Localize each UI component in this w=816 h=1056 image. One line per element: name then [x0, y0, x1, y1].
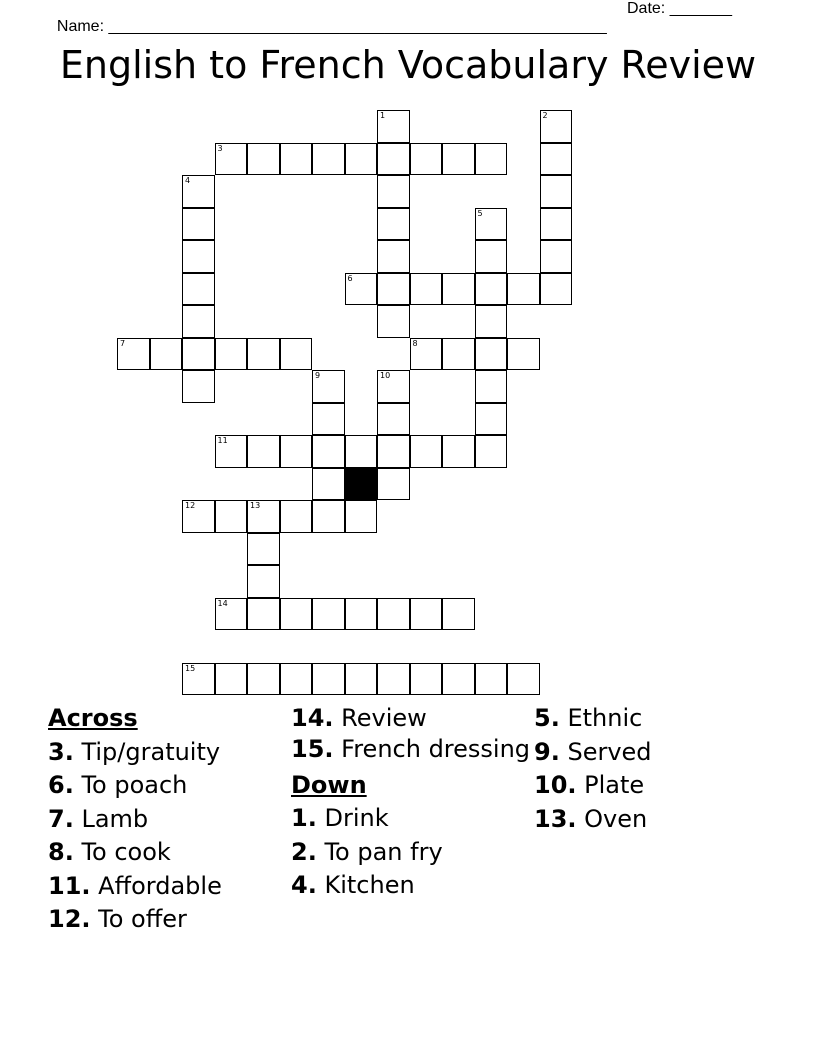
crossword-cell[interactable]	[442, 663, 475, 696]
clue-text: To poach	[81, 771, 188, 799]
clue-down-2	[291, 836, 531, 870]
crossword-cell[interactable]	[312, 403, 345, 436]
clue-number-label: 3	[217, 143, 223, 153]
crossword-cell[interactable]	[507, 273, 540, 306]
crossword-cell[interactable]	[182, 663, 215, 696]
crossword-cell[interactable]	[215, 500, 248, 533]
crossword-cell[interactable]	[312, 370, 345, 403]
clue-text: Drink	[324, 804, 389, 832]
clue-text: French dressing	[341, 734, 531, 763]
clue-text: Review	[341, 704, 427, 732]
clue-across-8	[48, 836, 288, 870]
crossword-cell[interactable]	[475, 305, 508, 338]
clue-number: 14.	[291, 704, 334, 732]
clue-number: 13.	[534, 804, 577, 833]
clue-number: 15.	[291, 734, 334, 763]
clue-number-label: 1	[380, 111, 386, 120]
crossword-cell[interactable]	[475, 663, 508, 696]
crossword-cell[interactable]	[312, 663, 345, 696]
clue-text: Ethnic	[567, 704, 643, 732]
clue-across-6	[48, 769, 288, 803]
clue-number-label: 5	[477, 208, 483, 218]
crossword-cell[interactable]	[377, 468, 410, 501]
clue-text: Served	[567, 737, 652, 766]
clue-across-11	[48, 870, 288, 904]
crossword-cell[interactable]	[475, 240, 508, 273]
across-heading: Across	[48, 704, 138, 732]
crossword-cell[interactable]	[182, 305, 215, 338]
crossword-cell[interactable]	[345, 598, 378, 631]
clues-column-1	[48, 702, 288, 937]
crossword-cell[interactable]	[182, 273, 215, 306]
clue-number: 12.	[48, 905, 91, 933]
clue-text: Tip/gratuity	[81, 737, 221, 766]
clue-text: Oven	[584, 804, 648, 833]
crossword-cell[interactable]	[475, 403, 508, 436]
clue-across-3	[48, 736, 288, 770]
crossword-cell[interactable]	[280, 143, 313, 176]
crossword-cell[interactable]	[280, 500, 313, 533]
crossword-cell[interactable]	[345, 143, 378, 176]
crossword-cell[interactable]	[475, 338, 508, 371]
crossword-cell[interactable]	[247, 435, 280, 468]
clue-number: 2.	[291, 837, 317, 866]
crossword-cell[interactable]	[345, 435, 378, 468]
crossword-cell[interactable]	[312, 500, 345, 533]
clue-number-label: 14	[217, 598, 228, 608]
crossword-cell[interactable]	[540, 110, 573, 143]
crossword-cell[interactable]	[475, 370, 508, 403]
crossword-cell[interactable]	[410, 143, 443, 176]
clues-column-3	[534, 702, 774, 836]
clue-number: 1.	[291, 804, 317, 832]
crossword-cell[interactable]	[377, 370, 410, 403]
crossword-cell[interactable]	[247, 533, 280, 566]
crossword-cell[interactable]	[280, 663, 313, 696]
crossword-cell[interactable]	[215, 663, 248, 696]
crossword-cell[interactable]	[182, 338, 215, 371]
clue-number: 8.	[48, 838, 74, 866]
crossword-cell[interactable]	[540, 273, 573, 306]
crossword-cell[interactable]	[377, 240, 410, 273]
crossword-cell[interactable]	[377, 663, 410, 696]
crossword-cell[interactable]	[182, 240, 215, 273]
clue-text: Plate	[584, 771, 645, 799]
clue-text: Lamb	[81, 804, 149, 833]
clue-number: 10.	[534, 771, 577, 799]
down-heading: Down	[291, 770, 367, 799]
crossword-cell[interactable]	[280, 435, 313, 468]
clue-down-10	[534, 769, 774, 803]
crossword-block	[345, 468, 378, 501]
crossword-cell[interactable]	[280, 598, 313, 631]
clue-number: 3.	[48, 737, 74, 766]
crossword-cell[interactable]	[540, 240, 573, 273]
crossword-cell[interactable]	[247, 598, 280, 631]
clue-text: To pan fry	[324, 837, 443, 866]
clue-number: 5.	[534, 704, 560, 732]
crossword-cell[interactable]	[117, 338, 150, 371]
crossword-cell[interactable]	[377, 273, 410, 306]
clue-text: Affordable	[98, 871, 222, 900]
crossword-cell[interactable]	[540, 143, 573, 176]
crossword-cell[interactable]	[410, 435, 443, 468]
crossword-cell[interactable]	[410, 663, 443, 696]
crossword-cell[interactable]	[182, 370, 215, 403]
clue-text: To cook	[81, 838, 171, 866]
crossword-cell[interactable]	[475, 273, 508, 306]
crossword-cell[interactable]	[540, 208, 573, 241]
crossword-cell[interactable]	[377, 143, 410, 176]
crossword-cell[interactable]	[442, 435, 475, 468]
clue-number-label: 6	[347, 273, 353, 283]
clue-across-15	[291, 736, 531, 763]
clue-number-label: 4	[185, 176, 191, 185]
crossword-cell[interactable]	[345, 663, 378, 696]
crossword-cell[interactable]	[247, 143, 280, 176]
crossword-cell[interactable]	[150, 338, 183, 371]
clue-number-label: 15	[185, 663, 196, 673]
clue-down-9	[534, 736, 774, 770]
crossword-cell[interactable]	[247, 663, 280, 696]
crossword-cell[interactable]	[410, 338, 443, 371]
crossword-cell[interactable]	[215, 435, 248, 468]
crossword-cell[interactable]	[247, 565, 280, 598]
clue-number-label: 10	[380, 371, 391, 380]
crossword-cell[interactable]	[215, 598, 248, 631]
name-field[interactable]: Name: ________________________________________________________	[56, 18, 607, 35]
clue-number: 4.	[291, 871, 317, 899]
crossword-cell[interactable]	[475, 435, 508, 468]
crossword-cell[interactable]	[345, 273, 378, 306]
clue-number-label: 11	[217, 436, 228, 445]
crossword-cell[interactable]	[182, 208, 215, 241]
crossword-cell[interactable]	[247, 338, 280, 371]
clue-number-label: 7	[120, 338, 126, 348]
clue-down-13	[534, 803, 774, 837]
clue-number: 7.	[48, 804, 74, 833]
clue-number-label: 2	[542, 111, 548, 120]
clue-down-4	[291, 869, 531, 903]
clue-across-12	[48, 903, 288, 937]
crossword-cell[interactable]	[540, 175, 573, 208]
clue-number-label: 12	[185, 501, 196, 510]
crossword-cell[interactable]	[377, 208, 410, 241]
clue-number: 11.	[48, 871, 91, 900]
page-title: English to French Vocabulary Review	[59, 43, 757, 87]
crossword-cell[interactable]	[215, 338, 248, 371]
crossword-cell[interactable]	[507, 663, 540, 696]
crossword-cell[interactable]	[442, 598, 475, 631]
crossword-cell[interactable]	[377, 175, 410, 208]
clue-text: Kitchen	[324, 871, 415, 899]
clue-number: 6.	[48, 771, 74, 799]
crossword-cell[interactable]	[377, 598, 410, 631]
crossword-cell[interactable]	[410, 598, 443, 631]
clues-column-2	[291, 702, 531, 903]
crossword-cell[interactable]	[312, 468, 345, 501]
crossword-cell[interactable]	[182, 500, 215, 533]
crossword-cell[interactable]	[377, 305, 410, 338]
clue-number-label: 13	[250, 501, 261, 510]
crossword-cell[interactable]	[377, 110, 410, 143]
crossword-cell[interactable]	[507, 338, 540, 371]
crossword-cell[interactable]	[182, 175, 215, 208]
clue-down-5	[534, 702, 774, 736]
clue-number: 9.	[534, 737, 560, 766]
crossword-cell[interactable]	[377, 403, 410, 436]
crossword-cell[interactable]	[345, 500, 378, 533]
crossword-cell[interactable]	[312, 143, 345, 176]
crossword-cell[interactable]	[312, 598, 345, 631]
date-field[interactable]: Date: _______	[627, 0, 732, 17]
clue-down-1	[291, 802, 531, 836]
crossword-cell[interactable]	[442, 273, 475, 306]
crossword-cell[interactable]	[475, 208, 508, 241]
crossword-cell[interactable]	[377, 435, 410, 468]
crossword-cell[interactable]	[280, 338, 313, 371]
clue-text: To offer	[98, 905, 187, 933]
crossword-cell[interactable]	[442, 143, 475, 176]
crossword-cell[interactable]	[442, 338, 475, 371]
crossword-cell[interactable]	[247, 500, 280, 533]
crossword-cell[interactable]	[215, 143, 248, 176]
crossword-cell[interactable]	[475, 143, 508, 176]
clue-number-label: 8	[412, 338, 418, 348]
crossword-cell[interactable]	[312, 435, 345, 468]
crossword-cell[interactable]	[410, 273, 443, 306]
clue-across-7	[48, 803, 288, 837]
clue-number-label: 9	[315, 371, 321, 380]
clue-across-14	[291, 702, 531, 736]
